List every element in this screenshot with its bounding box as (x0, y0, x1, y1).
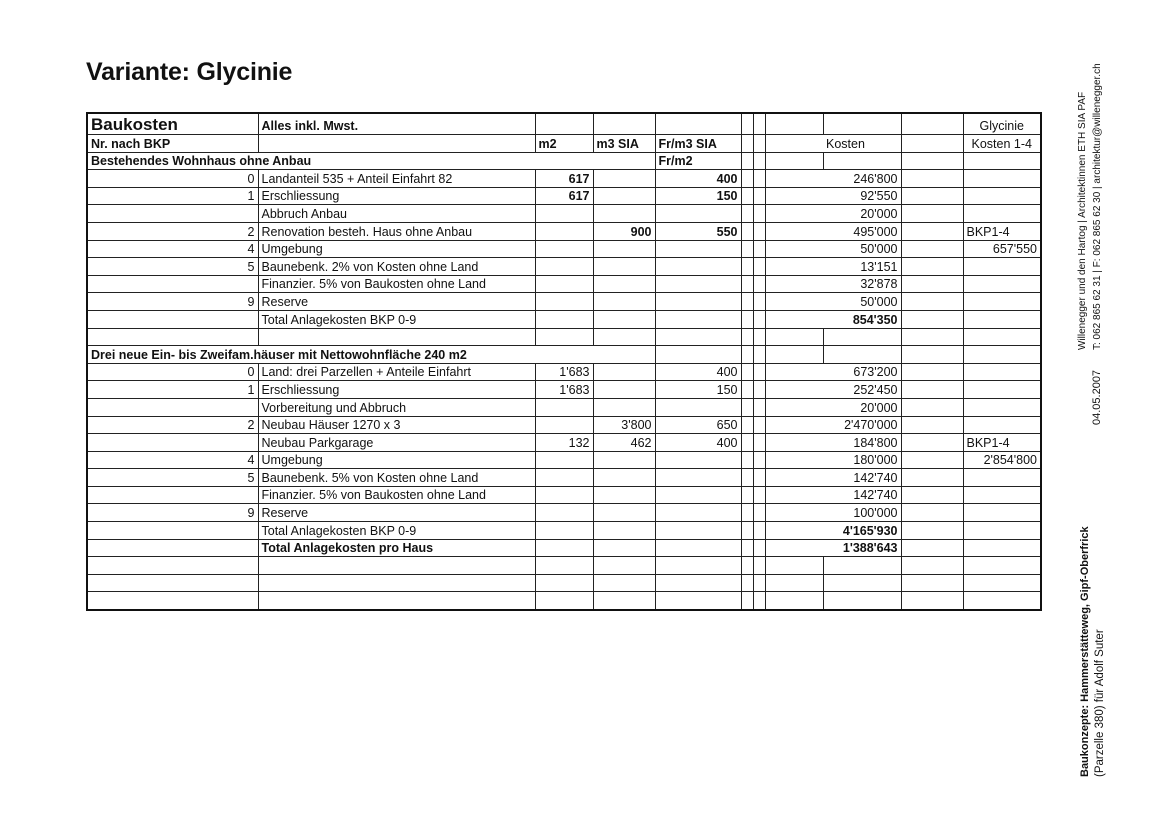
row-description: Neubau Häuser 1270 x 3 (258, 416, 535, 434)
nr-bkp-header: Nr. nach BKP (87, 135, 258, 153)
row-description: Neubau Parkgarage (258, 434, 535, 452)
firm-line-2: T: 062 865 62 31 | F: 062 865 62 30 | architektur@willenegger.ch (1092, 63, 1103, 350)
m2-header: m2 (535, 135, 593, 153)
m2-cell (535, 222, 593, 240)
table-row (87, 451, 1041, 469)
kosten-header: Kosten (823, 135, 901, 153)
kosten-cell: 2'470'000 (823, 416, 901, 434)
empty-row (87, 592, 1041, 610)
m2-cell (535, 293, 593, 311)
project-line-2: (Parzelle 380) für Adolf Suter (1094, 629, 1106, 777)
m2-cell (535, 539, 593, 557)
bkp-number: 0 (87, 170, 258, 188)
row-description: Total Anlagekosten BKP 0-9 (258, 310, 535, 328)
m3-cell (593, 205, 655, 223)
fr-cell (655, 539, 741, 557)
table-row (87, 170, 1041, 188)
m3-cell: 900 (593, 222, 655, 240)
table-row (87, 293, 1041, 311)
fr-cell: 150 (655, 381, 741, 399)
table-row (87, 398, 1041, 416)
row-description: Total Anlagekosten BKP 0-9 (258, 522, 535, 540)
kosten-cell: 20'000 (823, 205, 901, 223)
empty-row (87, 557, 1041, 575)
row-description: Baunebenk. 2% von Kosten ohne Land (258, 258, 535, 276)
kosten-cell: 854'350 (823, 310, 901, 328)
m3-cell: 3'800 (593, 416, 655, 434)
kosten-cell: 92'550 (823, 187, 901, 205)
kosten-cell: 142'740 (823, 486, 901, 504)
m3-cell (593, 381, 655, 399)
table-header-row (87, 113, 1041, 135)
project-line-1: Baukonzepte: Hammerstätteweg, Gipf-Oberfrick (1079, 526, 1091, 777)
section-heading-row (87, 346, 1041, 364)
table-row (87, 258, 1041, 276)
glycinie-cell (963, 486, 1041, 504)
fr-cell: 550 (655, 222, 741, 240)
kosten-cell: 100'000 (823, 504, 901, 522)
glycinie-cell (963, 275, 1041, 293)
m2-cell: 132 (535, 434, 593, 452)
glycinie-cell (963, 258, 1041, 276)
fr-cell: 400 (655, 363, 741, 381)
table-row (87, 187, 1041, 205)
table-row (87, 416, 1041, 434)
glycinie-cell (963, 170, 1041, 188)
table-row (87, 469, 1041, 487)
bkp-number: 4 (87, 240, 258, 258)
kosten-cell: 1'388'643 (823, 539, 901, 557)
bkp-number (87, 398, 258, 416)
glycinie-cell (963, 469, 1041, 487)
m3-cell (593, 398, 655, 416)
fr-cell (655, 469, 741, 487)
m3-cell (593, 469, 655, 487)
kosten-cell: 32'878 (823, 275, 901, 293)
row-description: Land: drei Parzellen + Anteile Einfahrt (258, 363, 535, 381)
kosten-cell: 4'165'930 (823, 522, 901, 540)
bkp-number (87, 486, 258, 504)
fr-cell: 400 (655, 170, 741, 188)
firm-line-1: Willenegger und den Hartog | Architektinnen ETH SIA PAF (1077, 91, 1088, 350)
glycinie-cell (963, 416, 1041, 434)
bkp-number: 9 (87, 293, 258, 311)
m3-cell (593, 187, 655, 205)
bkp-number (87, 205, 258, 223)
bkp-number: 4 (87, 451, 258, 469)
glycinie-cell: 657'550 (963, 240, 1041, 258)
fr-cell (655, 398, 741, 416)
m3-cell (593, 275, 655, 293)
row-description: Abbruch Anbau (258, 205, 535, 223)
table-row (87, 222, 1041, 240)
fr-cell (655, 504, 741, 522)
m3-cell (593, 451, 655, 469)
table-row (87, 275, 1041, 293)
m2-cell (535, 486, 593, 504)
table-row (87, 504, 1041, 522)
section-heading-row (87, 152, 1041, 170)
row-description: Renovation besteh. Haus ohne Anbau (258, 222, 535, 240)
kosten-cell: 13'151 (823, 258, 901, 276)
m2-cell: 617 (535, 170, 593, 188)
kosten-cell: 50'000 (823, 293, 901, 311)
bkp-number: 1 (87, 187, 258, 205)
m2-cell (535, 205, 593, 223)
table-row (87, 486, 1041, 504)
page-title: Variante: Glycinie (86, 58, 293, 86)
kosten-cell: 50'000 (823, 240, 901, 258)
glycinie-cell (963, 539, 1041, 557)
fr-cell (655, 310, 741, 328)
glycinie-cell: 2'854'800 (963, 451, 1041, 469)
kosten-cell: 252'450 (823, 381, 901, 399)
glycinie-cell (963, 205, 1041, 223)
row-description: Landanteil 535 + Anteil Einfahrt 82 (258, 170, 535, 188)
glycinie-label: Glycinie (963, 113, 1041, 135)
m3-cell (593, 486, 655, 504)
bkp-number (87, 310, 258, 328)
column-header-row (87, 135, 1041, 153)
table-row (87, 363, 1041, 381)
row-description: Baunebenk. 5% von Kosten ohne Land (258, 469, 535, 487)
table-row (87, 522, 1041, 540)
glycinie-cell (963, 363, 1041, 381)
fr-cell (655, 275, 741, 293)
glycinie-cell: BKP1-4 (963, 434, 1041, 452)
glycinie-cell (963, 310, 1041, 328)
m3-cell (593, 170, 655, 188)
bkp-number: 1 (87, 381, 258, 399)
fr-cell: 150 (655, 187, 741, 205)
kosten-cell: 495'000 (823, 222, 901, 240)
m3-cell (593, 504, 655, 522)
kosten-cell: 180'000 (823, 451, 901, 469)
bkp-number: 2 (87, 222, 258, 240)
m2-cell: 1'683 (535, 363, 593, 381)
bkp-number (87, 539, 258, 557)
empty-row (87, 328, 1041, 346)
bkp-number: 2 (87, 416, 258, 434)
m3-cell (593, 522, 655, 540)
fr-cell (655, 293, 741, 311)
m2-cell (535, 275, 593, 293)
fr-cell (655, 486, 741, 504)
m3-cell (593, 310, 655, 328)
m2-cell (535, 398, 593, 416)
m2-cell (535, 451, 593, 469)
fr-header: Fr/m3 SIA (655, 135, 741, 153)
table-row (87, 240, 1041, 258)
row-description: Finanzier. 5% von Baukosten ohne Land (258, 275, 535, 293)
kosten-cell: 20'000 (823, 398, 901, 416)
date-label: 04.05.2007 (1091, 369, 1103, 425)
bkp-number: 0 (87, 363, 258, 381)
row-description: Umgebung (258, 240, 535, 258)
bkp-number: 5 (87, 258, 258, 276)
bkp-number (87, 522, 258, 540)
section-heading: Bestehendes Wohnhaus ohne Anbau (87, 152, 655, 170)
m3-cell (593, 293, 655, 311)
m2-cell (535, 416, 593, 434)
bkp-number (87, 434, 258, 452)
fr-cell (655, 205, 741, 223)
glycinie-cell (963, 187, 1041, 205)
fr-cell: 650 (655, 416, 741, 434)
glycinie-cell (963, 293, 1041, 311)
table-row (87, 205, 1041, 223)
m3-header: m3 SIA (593, 135, 655, 153)
fr-cell (655, 258, 741, 276)
row-description: Vorbereitung und Abbruch (258, 398, 535, 416)
empty-row (87, 574, 1041, 592)
fr-cell (655, 240, 741, 258)
kosten-cell: 246'800 (823, 170, 901, 188)
fr-cell (655, 451, 741, 469)
section-heading: Drei neue Ein- bis Zweifam.häuser mit Nettowohnfläche 240 m2 (87, 346, 655, 364)
m3-cell (593, 258, 655, 276)
row-description: Reserve (258, 504, 535, 522)
fr-cell (655, 522, 741, 540)
kosten14-header: Kosten 1-4 (963, 135, 1041, 153)
row-description: Finanzier. 5% von Baukosten ohne Land (258, 486, 535, 504)
kosten-cell: 184'800 (823, 434, 901, 452)
m2-cell: 617 (535, 187, 593, 205)
m2-cell (535, 258, 593, 276)
bkp-number: 5 (87, 469, 258, 487)
m3-cell (593, 363, 655, 381)
baukosten-label: Baukosten (87, 113, 258, 135)
row-description: Erschliessung (258, 381, 535, 399)
bkp-number: 9 (87, 504, 258, 522)
row-description: Total Anlagekosten pro Haus (258, 539, 535, 557)
m2-cell (535, 240, 593, 258)
m3-cell (593, 539, 655, 557)
m2-cell (535, 522, 593, 540)
unit-label: Fr/m2 (655, 152, 741, 170)
fr-cell: 400 (655, 434, 741, 452)
m2-cell (535, 469, 593, 487)
bkp-number (87, 275, 258, 293)
m2-cell (535, 310, 593, 328)
row-description: Reserve (258, 293, 535, 311)
row-description: Umgebung (258, 451, 535, 469)
kosten-cell: 673'200 (823, 363, 901, 381)
glycinie-cell (963, 504, 1041, 522)
table-row (87, 381, 1041, 399)
table-row (87, 434, 1041, 452)
alles-label: Alles inkl. Mwst. (258, 113, 535, 135)
cost-table (86, 112, 1042, 611)
glycinie-cell (963, 522, 1041, 540)
row-description: Erschliessung (258, 187, 535, 205)
glycinie-cell: BKP1-4 (963, 222, 1041, 240)
glycinie-cell (963, 381, 1041, 399)
m2-cell: 1'683 (535, 381, 593, 399)
m2-cell (535, 504, 593, 522)
m3-cell: 462 (593, 434, 655, 452)
kosten-cell: 142'740 (823, 469, 901, 487)
glycinie-cell (963, 398, 1041, 416)
m3-cell (593, 240, 655, 258)
table-row (87, 539, 1041, 557)
table-row (87, 310, 1041, 328)
